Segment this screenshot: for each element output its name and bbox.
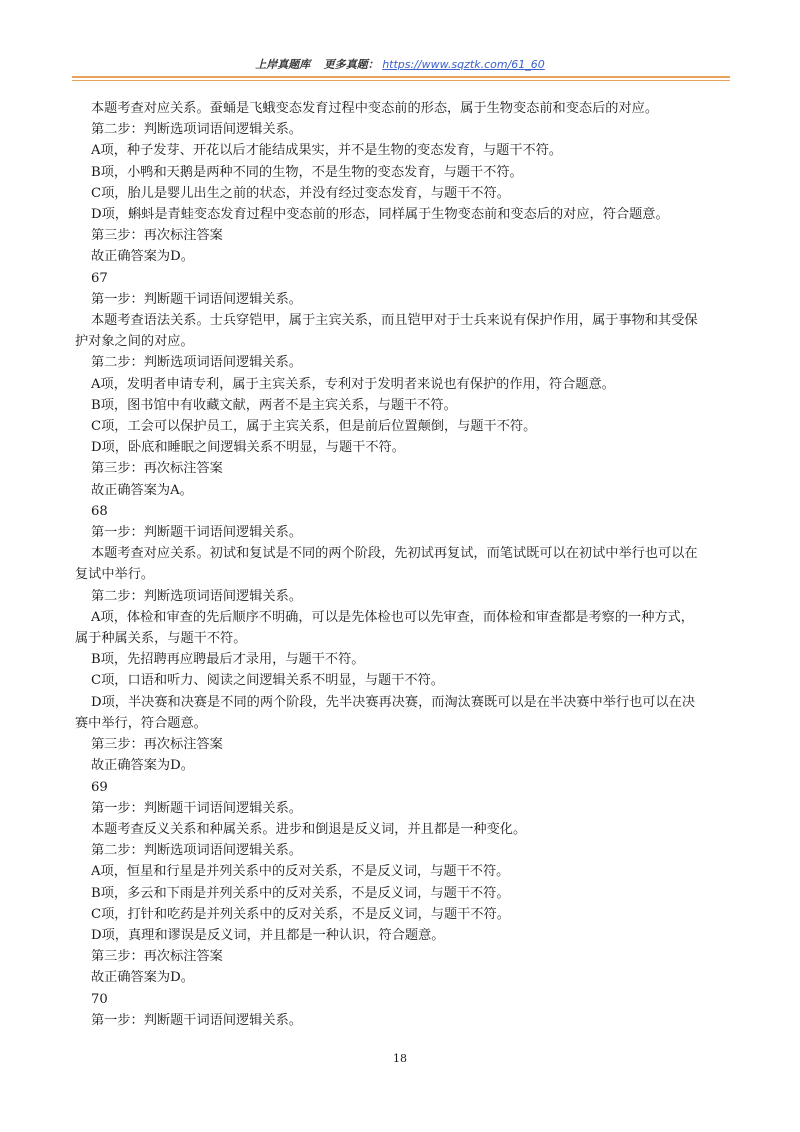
document-body [75,98,739,1031]
text-line: B项，多云和下雨是并列关系中的反对关系，不是反义词，与题干不符。 [91,885,510,901]
text-line: A项，发明者申请专利，属于主宾关系，专利对于发明者来说也有保护的作用，符合题意。 [91,376,615,392]
text-line: A项，体检和审查的先后顺序不明确，可以是先体检也可以先审查，而体检和审查都是考察的一种方式， [91,609,694,625]
text-line: 护对象之间的对应。 [75,334,194,350]
text-line: A项，恒星和行星是并列关系中的反对关系，不是反义词，与题干不符。 [91,864,510,880]
question-number: 67 [91,270,108,286]
text-line: 第三步：再次标注答案 [91,461,223,477]
text-line: 本题考查反义关系和种属关系。进步和倒退是反义词，并且都是一种变化。 [91,821,527,837]
header-label: 更多真题： [323,58,379,71]
text-line: 第一步：判断题干词语间逻辑关系。 [91,800,302,816]
text-line: 赛中举行，符合题意。 [75,715,207,731]
text-line: C项，胎儿是婴儿出生之前的状态，并没有经过变态发育，与题干不符。 [91,185,510,201]
page-number: 18 [393,1052,407,1065]
text-line: 故正确答案为A。 [91,482,193,498]
question-number: 70 [91,991,108,1007]
text-line: 故正确答案为D。 [91,758,194,774]
text-line: B项，小鸭和天鹅是两种不同的生物，不是生物的变态发育，与题干不符。 [91,164,523,180]
text-line: 第二步：判断选项词语间逻辑关系。 [91,588,302,604]
text-line: 复试中举行。 [75,567,155,583]
text-line: 本题考查对应关系。初试和复试是不同的两个阶段，先初试再复试，而笔试既可以在初试中举行也可以在 [91,546,698,562]
text-line: D项，真理和谬误是反义词，并且都是一种认识，符合题意。 [91,927,445,943]
header-rule-thin [72,80,730,81]
text-line: A项，种子发芽、开花以后才能结成果实，并不是生物的变态发育，与题干不符。 [91,143,563,159]
text-line: C项，口语和听力、阅读之间逻辑关系不明显，与题干不符。 [91,673,444,689]
text-line: B项，图书馆中有收藏文献，两者不是主宾关系，与题干不符。 [91,397,457,413]
text-line: 第三步：再次标注答案 [91,949,223,965]
text-line: 第二步：判断选项词语间逻辑关系。 [91,355,302,371]
header-url-link[interactable]: https://www.sqztk.com/61_60 [382,58,545,71]
header-brand: 上岸真题库 [255,58,311,71]
text-line: 第一步：判断题干词语间逻辑关系。 [91,525,302,541]
text-line: B项，先招聘再应聘最后才录用，与题干不符。 [91,652,365,668]
question-number: 69 [91,779,108,795]
page-header [0,58,800,72]
text-line: D项，卧底和睡眠之间逻辑关系不明显，与题干不符。 [91,440,405,456]
text-line: 属于种属关系，与题干不符。 [75,631,247,647]
text-line: 第二步：判断选项词语间逻辑关系。 [91,122,302,138]
text-line: 第三步：再次标注答案 [91,737,223,753]
text-line: C项，工会可以保护员工，属于主宾关系，但是前后位置颠倒，与题干不符。 [91,419,537,435]
text-line: 第二步：判断选项词语间逻辑关系。 [91,843,302,859]
text-line: 本题考查对应关系。蚕蛹是飞蛾变态发育过程中变态前的形态，属于生物变态前和变态后的对应。 [91,101,659,116]
text-line: 第三步：再次标注答案 [91,228,223,244]
text-line: 本题考查语法关系。士兵穿铠甲，属于主宾关系，而且铠甲对于士兵来说有保护作用，属于事物和其受保 [91,313,698,329]
text-line: D项，半决赛和决赛是不同的两个阶段，先半决赛再决赛，而淘汰赛既可以是在半决赛中举行也可以在决 [91,694,696,710]
text-line: C项，打针和吃药是并列关系中的反对关系，不是反义词，与题干不符。 [91,906,510,922]
question-number: 68 [91,503,108,519]
header-rule-thick [72,76,730,78]
text-line: 故正确答案为D。 [91,249,194,265]
text-line: D项，蝌蚪是青蛙变态发育过程中变态前的形态，同样属于生物变态前和变态后的对应，符合题意。 [91,207,669,223]
text-line: 故正确答案为D。 [91,970,194,986]
text-line: 第一步：判断题干词语间逻辑关系。 [91,291,302,307]
text-line: 第一步：判断题干词语间逻辑关系。 [91,1012,302,1028]
